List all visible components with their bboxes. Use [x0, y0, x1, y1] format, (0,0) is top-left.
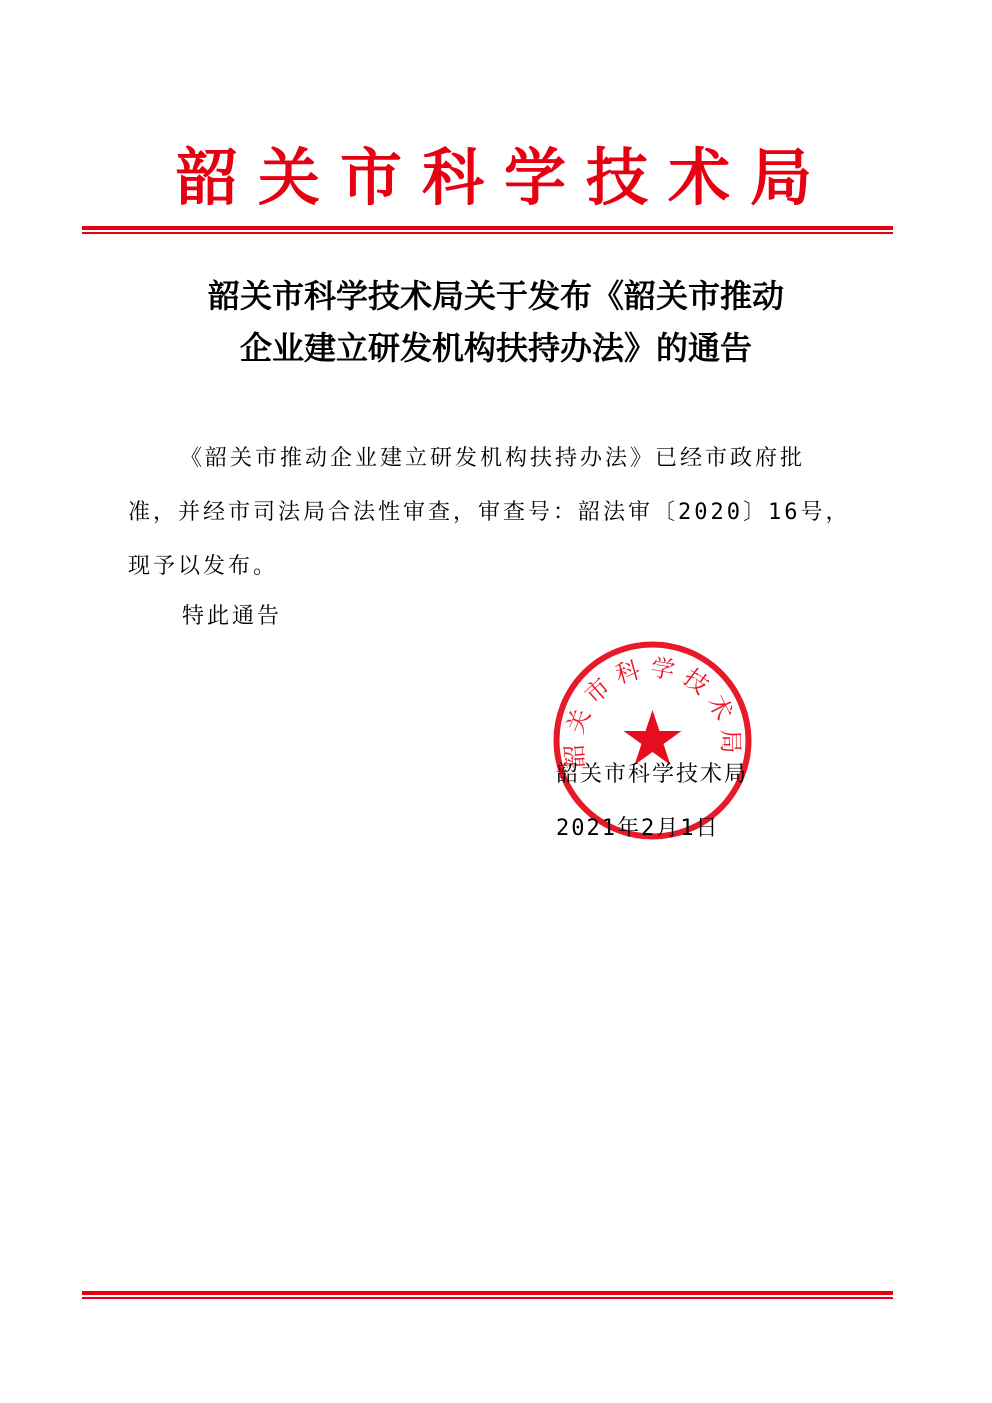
notice-closing: 特此通告 [182, 604, 283, 629]
notice-body-line-1: 《韶关市推动企业建立研发机构扶持办法》已经市政府批 [180, 446, 806, 471]
notice-title-line-1: 韶关市科学技术局关于发布《韶关市推动 [207, 277, 784, 315]
letterhead-divider [82, 226, 893, 234]
notice-body [128, 432, 868, 594]
seal-text: 韶关市科学技术局 [559, 653, 745, 770]
notice-title-line-2: 企业建立研发机构扶持办法》的通告 [239, 329, 752, 367]
notice-body-line-2: 准，并经市司法局合法性审查，审查号：韶法审〔2020〕16号， [128, 500, 851, 525]
footer-divider [82, 1291, 893, 1299]
issue-date: 2021年2月1日 [556, 816, 720, 841]
letterhead-org-name: 韶关市科学技术局 [175, 141, 832, 214]
signer-name: 韶关市科学技术局 [556, 762, 749, 787]
notice-title [0, 270, 992, 374]
notice-body-line-3: 现予以发布。 [128, 554, 279, 579]
